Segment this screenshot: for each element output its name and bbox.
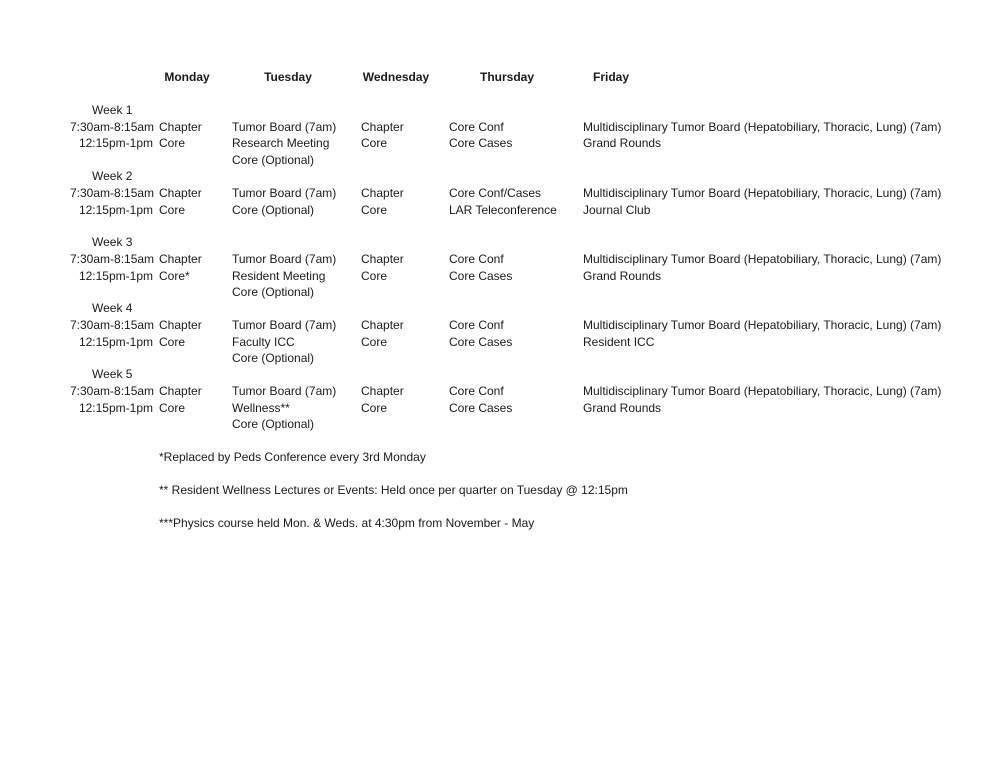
cell-friday: Multidisciplinary Tumor Board (Hepatobiliary, Thoracic, Lung) (7am)	[583, 252, 942, 266]
cell-wednesday: Core	[361, 401, 388, 415]
cell-wednesday: Chapter	[361, 186, 404, 200]
cell-tuesday: Core (Optional)	[232, 153, 315, 167]
header-friday: Friday	[592, 70, 630, 84]
time-slot: 12:15pm-1pm	[78, 401, 153, 415]
cell-thursday: LAR Teleconference	[449, 203, 557, 217]
cell-tuesday: Research Meeting	[232, 136, 330, 150]
cell-thursday: Core Conf/Cases	[449, 186, 542, 200]
cell-thursday: Core Cases	[449, 136, 513, 150]
cell-thursday: Core Conf	[449, 252, 504, 266]
footnote: ***Physics course held Mon. & Weds. at 4:30pm from November - May	[159, 516, 535, 530]
week-label: Week 3	[92, 235, 133, 249]
cell-monday: Chapter	[159, 384, 202, 398]
cell-wednesday: Core	[361, 269, 388, 283]
cell-monday: Chapter	[159, 186, 202, 200]
time-slot: 7:30am-8:15am	[70, 120, 155, 134]
cell-thursday: Core Cases	[449, 335, 513, 349]
header-thursday: Thursday	[479, 70, 535, 84]
cell-friday: Grand Rounds	[583, 269, 662, 283]
cell-friday: Grand Rounds	[583, 401, 662, 415]
footnote: *Replaced by Peds Conference every 3rd Monday	[159, 450, 426, 464]
cell-tuesday: Core (Optional)	[232, 203, 315, 217]
cell-wednesday: Chapter	[361, 318, 404, 332]
cell-monday: Core	[159, 136, 186, 150]
cell-thursday: Core Cases	[449, 401, 513, 415]
cell-monday: Chapter	[159, 120, 202, 134]
time-slot: 12:15pm-1pm	[78, 136, 153, 150]
cell-tuesday: Core (Optional)	[232, 417, 315, 431]
cell-thursday: Core Conf	[449, 384, 504, 398]
cell-thursday: Core Conf	[449, 120, 504, 134]
cell-friday: Resident ICC	[583, 335, 655, 349]
cell-monday: Core	[159, 203, 186, 217]
cell-wednesday: Chapter	[361, 252, 404, 266]
time-slot: 12:15pm-1pm	[78, 335, 153, 349]
time-slot: 12:15pm-1pm	[78, 269, 153, 283]
cell-monday: Core	[159, 335, 186, 349]
header-monday: Monday	[164, 70, 210, 84]
cell-friday: Multidisciplinary Tumor Board (Hepatobiliary, Thoracic, Lung) (7am)	[583, 318, 942, 332]
time-slot: 7:30am-8:15am	[70, 384, 155, 398]
week-label: Week 2	[92, 169, 133, 183]
cell-tuesday: Faculty ICC	[232, 335, 295, 349]
cell-tuesday: Tumor Board (7am)	[232, 252, 337, 266]
cell-monday: Core	[159, 401, 186, 415]
cell-wednesday: Core	[361, 136, 388, 150]
cell-friday: Multidisciplinary Tumor Board (Hepatobiliary, Thoracic, Lung) (7am)	[583, 384, 942, 398]
week-label: Week 5	[92, 367, 133, 381]
cell-tuesday: Resident Meeting	[232, 269, 326, 283]
time-slot: 7:30am-8:15am	[70, 252, 155, 266]
cell-friday: Multidisciplinary Tumor Board (Hepatobiliary, Thoracic, Lung) (7am)	[583, 120, 942, 134]
header-wednesday: Wednesday	[362, 70, 430, 84]
cell-tuesday: Core (Optional)	[232, 285, 315, 299]
cell-friday: Multidisciplinary Tumor Board (Hepatobiliary, Thoracic, Lung) (7am)	[583, 186, 942, 200]
footnote: ** Resident Wellness Lectures or Events: Held once per quarter on Tuesday @ 12:15pm	[159, 483, 628, 497]
cell-wednesday: Chapter	[361, 120, 404, 134]
cell-tuesday: Core (Optional)	[232, 351, 315, 365]
cell-wednesday: Core	[361, 203, 388, 217]
cell-thursday: Core Cases	[449, 269, 513, 283]
cell-tuesday: Tumor Board (7am)	[232, 120, 337, 134]
cell-monday: Chapter	[159, 252, 202, 266]
cell-tuesday: Tumor Board (7am)	[232, 186, 337, 200]
cell-wednesday: Core	[361, 335, 388, 349]
cell-friday: Grand Rounds	[583, 136, 662, 150]
time-slot: 7:30am-8:15am	[70, 186, 155, 200]
time-slot: 12:15pm-1pm	[78, 203, 153, 217]
cell-friday: Journal Club	[583, 203, 651, 217]
cell-tuesday: Wellness**	[232, 401, 290, 415]
cell-tuesday: Tumor Board (7am)	[232, 384, 337, 398]
header-tuesday: Tuesday	[264, 70, 312, 84]
cell-monday: Core*	[159, 269, 190, 283]
cell-tuesday: Tumor Board (7am)	[232, 318, 337, 332]
cell-thursday: Core Conf	[449, 318, 504, 332]
week-label: Week 1	[92, 103, 133, 117]
time-slot: 7:30am-8:15am	[70, 318, 155, 332]
week-label: Week 4	[92, 301, 133, 315]
cell-monday: Chapter	[159, 318, 202, 332]
cell-wednesday: Chapter	[361, 384, 404, 398]
